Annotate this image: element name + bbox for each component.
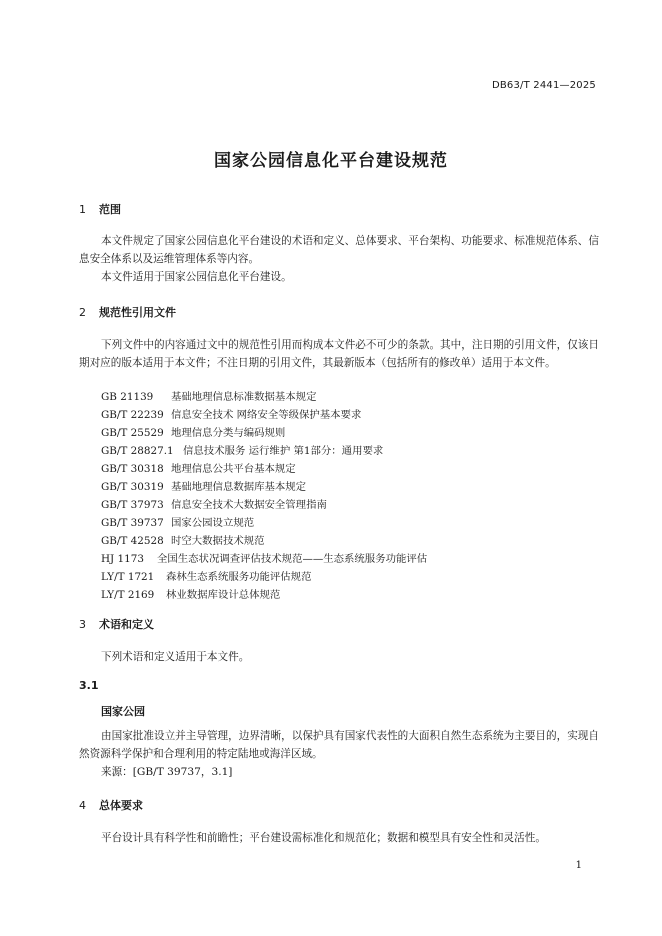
- section-title: 总体要求: [99, 799, 143, 812]
- reference-title: 基础地理信息标准数据基本规定: [171, 391, 317, 403]
- paragraph: 由国家批准设立并主导管理，边界清晰，以保护具有国家代表性的大面积自然生态系统为主要目的，实现自然资源科学保护和合理利用的特定陆地或海洋区域。: [79, 730, 599, 760]
- reference-title: 森林生态系统服务功能评估规范: [166, 571, 312, 583]
- reference-title: 全国生态状况调查评估技术规范——生态系统服务功能评估: [157, 553, 428, 565]
- term-definition: [79, 727, 599, 781]
- reference-title: 信息安全技术 网络安全等级保护基本要求: [171, 409, 362, 421]
- reference-title: 国家公园设立规范: [171, 517, 255, 529]
- reference-code: GB/T 28827.1: [101, 445, 174, 457]
- reference-item: [101, 388, 316, 406]
- reference-item: [101, 496, 327, 514]
- reference-code: LY/T 2169: [101, 589, 155, 601]
- reference-title: 地理信息分类与编码规则: [171, 427, 286, 439]
- reference-item: [101, 460, 296, 478]
- term-title: 国家公园: [101, 705, 145, 718]
- paragraph: 本文件适用于国家公园信息化平台建设。: [101, 271, 292, 283]
- reference-item: [101, 532, 265, 550]
- section-1-heading: [79, 201, 121, 217]
- paragraph: 平台设计具有科学性和前瞻性；平台建设需标准化和规范化；数据和模型具有安全性和灵活性。: [101, 832, 546, 844]
- reference-code: GB/T 37973: [101, 499, 164, 511]
- page-number: 1: [575, 860, 582, 871]
- reference-title: 信息技术服务 运行维护 第1部分：通用要求: [183, 445, 384, 457]
- reference-item: [101, 424, 285, 442]
- reference-code: GB/T 42528: [101, 535, 164, 547]
- section-title: 术语和定义: [99, 618, 154, 631]
- reference-code: HJ 1173: [101, 553, 144, 565]
- document-number: DB63/T 2441—2025: [491, 80, 596, 91]
- section-4-body: [79, 829, 599, 847]
- reference-item: [101, 406, 361, 424]
- reference-code: GB/T 30319: [101, 481, 164, 493]
- section-number: 3: [79, 618, 86, 631]
- reference-title: 基础地理信息数据库基本规定: [171, 481, 307, 493]
- section-3-heading: [79, 616, 154, 632]
- paragraph: 下列术语和定义适用于本文件。: [101, 651, 250, 663]
- paragraph: 下列文件中的内容通过文中的规范性引用而构成本文件必不可少的条款。其中，注日期的引用文件，仅该日期对应的版本适用于本文件；不注日期的引用文件，其最新版本（包括所有的修改单）适用于本文件。: [79, 339, 599, 369]
- section-2-intro: [79, 336, 599, 372]
- reference-code: LY/T 1721: [101, 571, 155, 583]
- reference-title: 地理信息公共平台基本规定: [171, 463, 296, 475]
- reference-title: 林业数据库设计总体规范: [166, 589, 281, 601]
- reference-title: 时空大数据技术规范: [171, 535, 265, 547]
- reference-item: [101, 442, 383, 460]
- section-number: 4: [79, 799, 86, 812]
- reference-item: [101, 568, 311, 586]
- term-source: 来源：[GB/T 39737，3.1]: [101, 766, 233, 778]
- term-number: 3.1: [79, 679, 99, 692]
- reference-code: GB/T 39737: [101, 517, 164, 529]
- section-1-body: [79, 232, 599, 286]
- reference-item: [101, 478, 306, 496]
- reference-code: GB/T 25529: [101, 427, 164, 439]
- section-number: 2: [79, 306, 86, 319]
- reference-code: GB/T 22239: [101, 409, 164, 421]
- section-4-heading: [79, 797, 143, 813]
- section-3-intro: [79, 648, 599, 666]
- reference-item: [101, 586, 280, 604]
- section-2-heading: [79, 304, 176, 320]
- reference-item: [101, 514, 254, 532]
- section-title: 规范性引用文件: [99, 306, 176, 319]
- page-title: 国家公园信息化平台建设规范: [214, 151, 448, 171]
- reference-title: 信息安全技术大数据安全管理指南: [171, 499, 327, 511]
- reference-code: GB/T 30318: [101, 463, 164, 475]
- paragraph: 本文件规定了国家公园信息化平台建设的术语和定义、总体要求、平台架构、功能要求、标准规范体系、信息安全体系以及运维管理体系等内容。: [79, 235, 599, 265]
- reference-item: [101, 550, 427, 568]
- reference-code: GB 21139: [101, 391, 154, 403]
- section-title: 范围: [99, 203, 121, 216]
- section-number: 1: [79, 203, 86, 216]
